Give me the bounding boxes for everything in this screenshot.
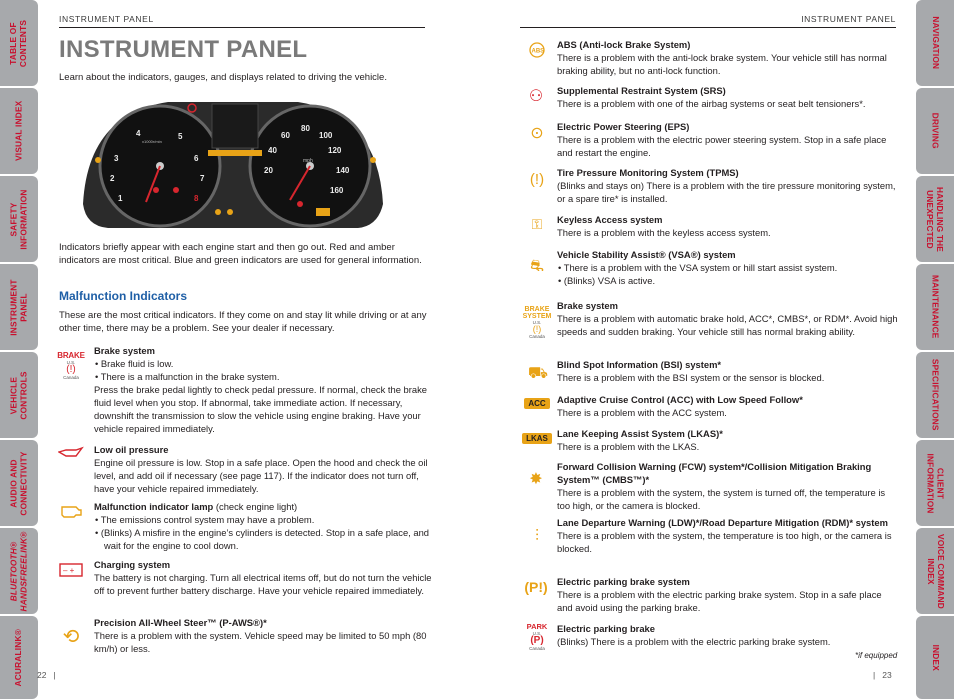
acc-icon: ACC (522, 396, 552, 410)
speed-tick-120: 120 (328, 146, 342, 155)
svg-text:– +: – + (63, 566, 75, 575)
tab-specifications[interactable]: SPECIFICATIONS (916, 352, 954, 438)
running-header-left: INSTRUMENT PANEL (59, 14, 154, 24)
item-srs: Supplemental Restraint System (SRS) There is a problem with one of the airbag systems or seat belt tensioners*. (557, 85, 866, 109)
steering-icon: ⊙ (530, 125, 544, 142)
tab-maintenance[interactable]: MAINTENANCE (916, 264, 954, 350)
tach-tick-5: 5 (178, 132, 183, 141)
right-tab-column (916, 0, 954, 699)
page-number-left: 22 | (37, 670, 56, 680)
tab-index[interactable]: INDEX (916, 616, 954, 699)
tab-vehicle-controls[interactable]: VEHICLE CONTROLS (0, 352, 38, 438)
page-number-right: | 23 (873, 670, 892, 680)
tach-tick-7: 7 (200, 174, 205, 183)
oil-can-icon (58, 445, 84, 459)
item-bsi: Blind Spot Information (BSI) system* There is a problem with the BSI system or the sensor is blocked. (557, 359, 825, 383)
tab-voice-command-index[interactable]: VOICE COMMAND INDEX (916, 528, 954, 614)
tab-acuralink[interactable]: ACURALINK® (0, 616, 38, 699)
tach-tick-4: 4 (136, 129, 141, 138)
item-tpms: Tire Pressure Monitoring System (TPMS) (Blinks and stays on) There is a problem with the tire pressure monitoring system, or a spare tire* is installed. (557, 167, 896, 204)
footnote: *if equipped (855, 651, 898, 660)
tach-unit: x1000r/min (142, 139, 162, 144)
svg-text:ABS: ABS (531, 48, 545, 55)
engine-icon (58, 501, 84, 521)
speed-tick-140: 140 (336, 166, 350, 175)
item-electric-parking-brake: Electric parking brake (Blinks) There is a problem with the electric parking brake system. (557, 623, 831, 647)
section-heading: Malfunction Indicators (59, 289, 188, 303)
item-brake-system-amber: Brake system There is a problem with automatic brake hold, ACC*, CMBS*, or RDM*. Avoid high speeds and sudden braking. Your vehicle still has normal braking ability. (557, 300, 898, 337)
brake-system-icon: BRAKE U.S. (!) Canada (57, 350, 85, 380)
running-header-right: INSTRUMENT PANEL (801, 14, 896, 24)
key-icon: ⚿ (531, 215, 543, 232)
item-acc: Adaptive Cruise Control (ACC) with Low Speed Follow* There is a problem with the ACC system. (557, 394, 803, 418)
tab-client-information[interactable]: CLIENT INFORMATION (916, 440, 954, 526)
speed-tick-40: 40 (268, 146, 277, 155)
section-intro: These are the most critical indicators. If they come on and stay lit while driving or at any other time, there may be a problem. See your dealer if necessary. (59, 310, 427, 335)
tab-table-of-contents[interactable]: TABLE OF CONTENTS (0, 0, 38, 86)
page-title: INSTRUMENT PANEL (59, 36, 308, 63)
tab-navigation[interactable]: NAVIGATION (916, 0, 954, 86)
collision-icon: ✸ (529, 471, 543, 488)
item-keyless-access: Keyless Access system There is a problem with the keyless access system. (557, 214, 771, 238)
speed-tick-80: 80 (301, 124, 310, 133)
speed-tick-60: 60 (281, 131, 290, 140)
airbag-icon: ⚇ (528, 88, 544, 105)
battery-icon (58, 560, 84, 578)
item-eps: Electric Power Steering (EPS) There is a problem with the electric power steering system. Stop in a safe place and restart the engine. (557, 121, 887, 158)
item-fcw-cmbs: Forward Collision Warning (FCW) system*/Collision Mitigation Braking System™ (CMBS™)* There is a problem with the system, the system is turned off, the temperature is too high, or the camera is blocked. (557, 461, 886, 511)
speed-tick-100: 100 (319, 131, 333, 140)
vsa-icon: ⛐ (530, 258, 544, 275)
tab-bluetooth[interactable]: BLUETOOTH® HANDSFREELINK® (0, 528, 38, 614)
bsi-icon: ⛟ (527, 365, 549, 382)
item-malfunction-indicator-lamp: Malfunction indicator lamp (check engine light) • The emissions control system may have a problem. • (Blinks) A misfire in the engine’s cylinders is detected. Stop in a safe place, and wait for the engine to cool down. (94, 501, 430, 551)
item-charging-system: Charging system The battery is not charging. Turn all electrical items off, but do not turn the vehicle off to prevent further battery discharge. Have your vehicle repaired immediately. (94, 559, 432, 596)
item-brake-system: Brake system • Brake fluid is low. • There is a malfunction in the brake system. Press the brake pedal lightly to check pedal pressure. If normal, check the brake fluid level when you stop. If abnormal, take immediate action. If necessary, downshift the transmission to slow the vehicle using engine braking. Have your vehicle repaired immediately. (94, 345, 427, 434)
lane-departure-icon: ⫶ (534, 528, 539, 545)
tach-tick-1: 1 (118, 194, 123, 203)
instrument-cluster-illustration (78, 94, 388, 230)
speed-tick-20: 20 (264, 166, 273, 175)
item-ldw-rdm: Lane Departure Warning (LDW)*/Road Departure Mitigation (RDM)* system There is a problem with the system, the temperature is too high, or the camera is blocked. (557, 517, 892, 554)
speed-tick-160: 160 (330, 186, 344, 195)
tach-tick-6: 6 (194, 154, 199, 163)
tab-instrument-panel[interactable]: INSTRUMENT PANEL (0, 264, 38, 350)
header-rule-left (59, 27, 425, 28)
item-electric-parking-brake-system: Electric parking brake system There is a problem with the electric parking brake system. Stop in a safe place and avoid using the parking brake. (557, 576, 882, 613)
parking-brake-amber-icon: (P!) (524, 579, 548, 595)
tach-tick-3: 3 (114, 154, 119, 163)
intro-text: Learn about the indicators, gauges, and displays related to driving the vehicle. (59, 72, 387, 83)
tab-driving[interactable]: DRIVING (916, 88, 954, 174)
tpms-icon: (!) (529, 170, 545, 188)
tab-visual-index[interactable]: VISUAL INDEX (0, 88, 38, 174)
header-rule-right (520, 27, 896, 28)
indicators-note: Indicators briefly appear with each engine start and then go out. Red and amber indicators are most critical. Blue and green indicators are used for general information. (59, 242, 422, 267)
p-aws-icon: ⟲ (62, 625, 80, 648)
brake-system-amber-icon: BRAKE SYSTEM U.S. (!) Canada (522, 305, 552, 339)
parking-brake-red-icon: PARK U.S. (P) Canada (526, 621, 548, 651)
speed-unit: mph (303, 158, 313, 164)
tab-safety-information[interactable]: SAFETY INFORMATION (0, 176, 38, 262)
tach-tick-2: 2 (110, 174, 115, 183)
tach-tick-8: 8 (194, 194, 199, 203)
lkas-icon: LKAS (520, 431, 554, 445)
item-abs: ABS (Anti-lock Brake System) There is a problem with the anti-lock brake system. Your vehicle still has normal braking ability, but no anti-lock function. (557, 39, 887, 76)
item-p-aws: Precision All-Wheel Steer™ (P-AWS®)* There is a problem with the system. Vehicle speed may be limited to 50 mph (80 km/h) or less. (94, 617, 427, 654)
item-lkas: Lane Keeping Assist System (LKAS)* There is a problem with the LKAS. (557, 428, 723, 452)
tab-handling-unexpected[interactable]: HANDLING THE UNEXPECTED (916, 176, 954, 262)
item-low-oil-pressure: Low oil pressure Engine oil pressure is low. Stop in a safe place. Open the hood and check the oil level, and add oil if necessary (see page 117). If the indicator does not turn off, have your vehicle repaired immediately. (94, 444, 428, 494)
item-vsa: Vehicle Stability Assist® (VSA®) system • There is a problem with the VSA system or hill start assist system. • (Blinks) VSA is active. (557, 249, 838, 286)
left-tab-column (0, 0, 38, 699)
tab-audio-connectivity[interactable]: AUDIO AND CONNECTIVITY (0, 440, 38, 526)
abs-icon (522, 38, 552, 62)
